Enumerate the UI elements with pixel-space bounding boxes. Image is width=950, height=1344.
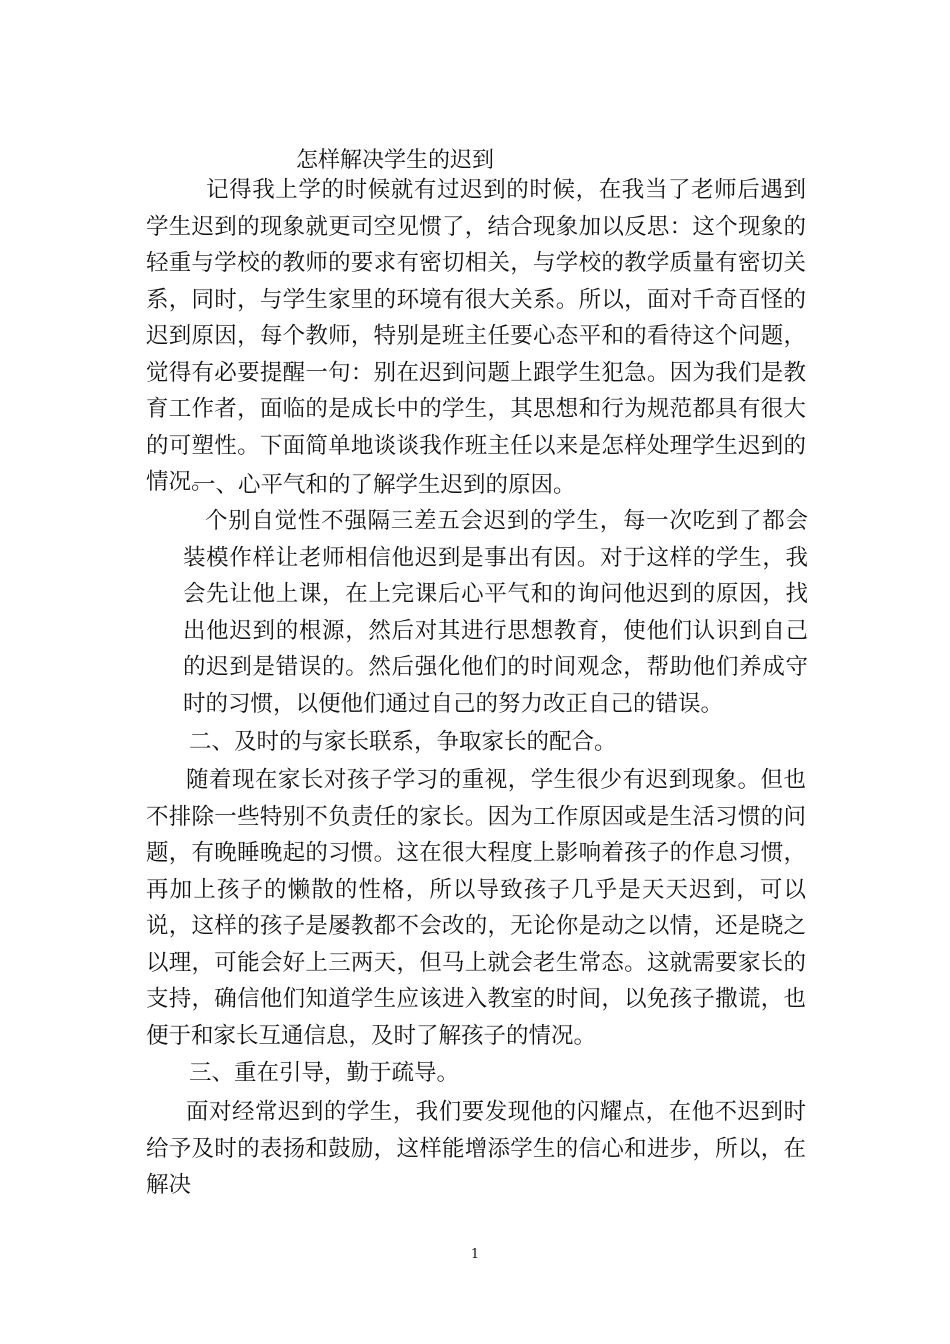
- section-paragraph-3: 面对经常迟到的学生，我们要发现他的闪耀点，在他不迟到时给予及时的表扬和鼓励，这样能增添学生的信心和进步，所以，在解决: [146, 1099, 806, 1198]
- document-title: 怎样解决学生的迟到: [296, 148, 495, 173]
- intro-paragraph: 记得我上学的时候就有过迟到的时候，在我当了老师后遇到学生迟到的现象就更司空见惯了，结合现象加以反思：这个现象的轻重与学校的教师的要求有密切相关，与学校的教学质量有密切关系，同时，与学生家里的环境有很大关系。所以，面对千奇百怪的迟到原因，每个教师，特别是班主任要心态平和的看待这个问题，觉得有必要提醒一句：别在迟到问题上跟学生犯急。因为我们是教育工作者，面临的是成长中的学生，其思想和行为规范都具有很大的可塑性。下面简单地谈谈我作班主任以来是怎样处理学生迟到的情况。: [146, 177, 806, 495]
- section-heading-3: 三、重在引导，勤于疏导。: [189, 1060, 460, 1086]
- section-heading-1: 一、心平气和的了解学生迟到的原因。: [193, 472, 576, 498]
- section-paragraph-1: 个别自觉性不强隔三差五会迟到的学生，每一次吃到了都会装模作样让老师相信他迟到是事出有因。对于这样的学生，我会先让他上课，在上完课后心平气和的询问他迟到的原因，找出他迟到的根源，然后对其进行思想教育，使他们认识到自己的迟到是错误的。然后强化他们的时间观念，帮助他们养成守时的习惯，以便他们通过自己的努力改正自己的错误。: [183, 508, 808, 717]
- section-paragraph-2: 随着现在家长对孩子学习的重视，学生很少有迟到现象。但也不排除一些特别不负责任的家长。因为工作原因或是生活习惯的问题，有晚睡晚起的习惯。这在很大程度上影响着孩子的作息习惯，再加上孩子的懒散的性格，所以导致孩子几乎是天天迟到，可以说，这样的孩子是屡教都不会改的，无论你是动之以情，还是晓之以理，可能会好上三两天，但马上就会老生常态。这就需要家长的支持，确信他们知道学生应该进入教室的时间，以免孩子撒谎，也便于和家长互通信息，及时了解孩子的情况。: [146, 767, 806, 1049]
- section-heading-2: 二、及时的与家长联系，争取家长的配合。: [189, 729, 617, 755]
- page-number: 1: [470, 1247, 480, 1262]
